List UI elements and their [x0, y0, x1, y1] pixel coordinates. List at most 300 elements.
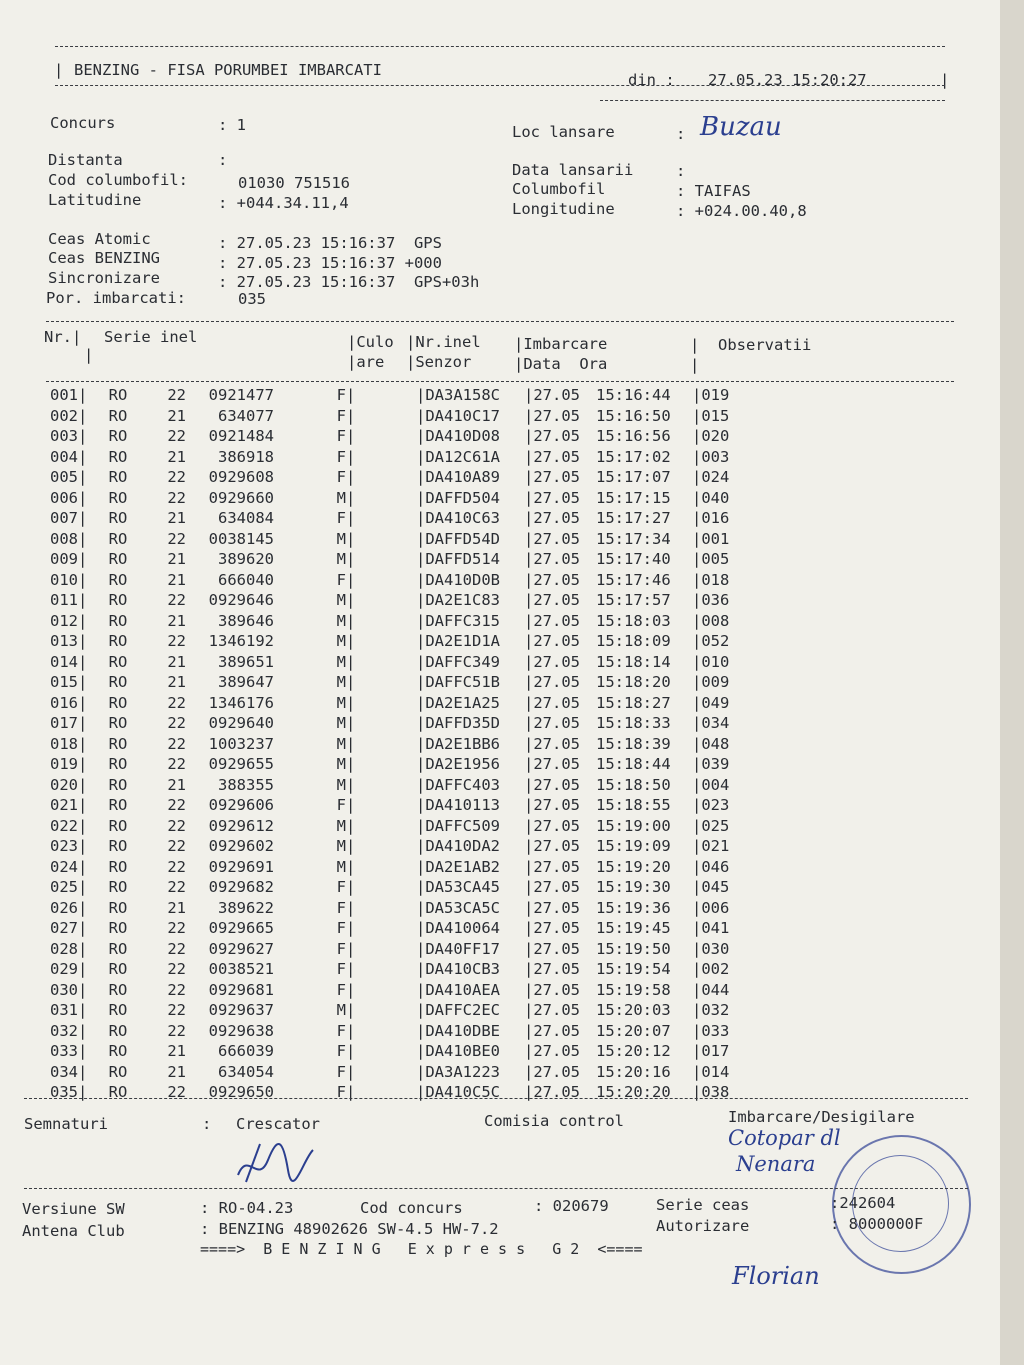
ring-year: 21: [167, 898, 186, 917]
table-row: [40, 1041, 732, 1062]
table-row: [40, 1021, 732, 1042]
row-separator: |: [346, 693, 356, 712]
ring-number: 388355: [218, 775, 274, 794]
row-separator: |: [346, 652, 356, 671]
embark-time: 15:18:55: [596, 796, 671, 815]
row-number: 023: [50, 837, 78, 856]
observatii: |019: [692, 386, 730, 405]
sex: F: [336, 406, 346, 425]
embark-time: 15:17:15: [596, 488, 671, 507]
ring-country: RO: [108, 447, 128, 466]
handwritten-note-line1: Cotopar dl: [728, 1126, 841, 1150]
ring-country: RO: [108, 796, 128, 815]
embark-time: 15:19:00: [596, 816, 671, 835]
sensor-tag: |DA410C5C: [416, 1083, 500, 1102]
row-separator: |: [346, 816, 356, 835]
semnaturi-colon: :: [202, 1115, 212, 1133]
sex: F: [336, 1021, 346, 1040]
ring-number: 0929650: [208, 1083, 274, 1102]
color-empty: [358, 795, 416, 816]
footer-rule: [24, 1188, 968, 1189]
row-separator: |: [78, 386, 88, 405]
sensor-tag: |DA53CA45: [416, 878, 500, 897]
color-empty: [358, 426, 416, 447]
sex: M: [336, 714, 346, 733]
ring-year: 21: [167, 550, 186, 569]
observatii: |005: [692, 550, 730, 569]
ring-year: 21: [167, 1042, 186, 1061]
sex: F: [336, 468, 346, 487]
observatii: |016: [692, 509, 730, 528]
color-empty: [358, 693, 416, 714]
ceas-atomic-value: : 27.05.23 15:16:37 GPS: [218, 234, 442, 252]
ring-year: 22: [167, 796, 186, 815]
embark-date: |27.05: [524, 488, 580, 507]
sensor-tag: |DA410A89: [416, 468, 500, 487]
embark-date: |27.05: [524, 529, 580, 548]
ring-year: 21: [167, 406, 186, 425]
observatii: |030: [692, 939, 730, 958]
row-separator: |: [78, 755, 88, 774]
ring-number: 389647: [218, 673, 274, 692]
ring-number: 0929691: [208, 857, 274, 876]
embark-time: 15:16:50: [596, 406, 671, 425]
embark-date: |27.05: [524, 509, 580, 528]
row-separator: |: [78, 468, 88, 487]
embark-time: 15:19:45: [596, 919, 671, 938]
embark-date: |27.05: [524, 693, 580, 712]
embark-date: |27.05: [524, 591, 580, 610]
table-row: [40, 836, 732, 857]
ring-year: 21: [167, 509, 186, 528]
ring-year: 21: [167, 1062, 186, 1081]
observatii: |020: [692, 427, 730, 446]
sex: F: [336, 898, 346, 917]
loc-lansare-colon: :: [676, 125, 686, 143]
observatii: |018: [692, 570, 730, 589]
embark-date: |27.05: [524, 673, 580, 692]
longitudine-value: : +024.00.40,8: [676, 202, 807, 220]
table-row: [40, 590, 732, 611]
color-empty: [358, 918, 416, 939]
table-row: [40, 898, 732, 919]
embark-time: 15:18:39: [596, 734, 671, 753]
sensor-tag: |DAFFC315: [416, 611, 500, 630]
observatii: |024: [692, 468, 730, 487]
versiune-sw-label: Versiune SW: [22, 1200, 125, 1218]
row-separator: |: [346, 488, 356, 507]
ring-country: RO: [108, 611, 128, 630]
ring-year: 22: [167, 960, 186, 979]
sensor-tag: |DA410DBE: [416, 1021, 500, 1040]
observatii: |032: [692, 1001, 730, 1020]
embark-date: |27.05: [524, 1021, 580, 1040]
row-separator: |: [78, 693, 88, 712]
row-number: 003: [50, 427, 78, 446]
ring-year: 21: [167, 447, 186, 466]
table-row: [40, 631, 732, 652]
ring-country: RO: [108, 673, 128, 692]
antena-club-label: Antena Club: [22, 1222, 125, 1240]
sex: M: [336, 693, 346, 712]
table-row: [40, 1062, 732, 1083]
row-separator: |: [78, 570, 88, 589]
embark-date: |27.05: [524, 755, 580, 774]
ring-year: 22: [167, 755, 186, 774]
sex: F: [336, 509, 346, 528]
row-number: 013: [50, 632, 78, 651]
embark-time: 15:18:09: [596, 632, 671, 651]
embark-date: |27.05: [524, 1083, 580, 1102]
table-row: [40, 918, 732, 939]
crescator-signature: [228, 1130, 318, 1190]
row-number: 018: [50, 734, 78, 753]
embark-time: 15:20:16: [596, 1062, 671, 1081]
row-separator: |: [346, 1021, 356, 1040]
ring-country: RO: [108, 939, 128, 958]
color-empty: [358, 488, 416, 509]
color-empty: [358, 590, 416, 611]
ring-year: 22: [167, 919, 186, 938]
row-separator: |: [346, 1062, 356, 1081]
embark-date: |27.05: [524, 878, 580, 897]
ring-number: 634054: [218, 1062, 274, 1081]
row-number: 029: [50, 960, 78, 979]
row-number: 025: [50, 878, 78, 897]
embark-time: 15:16:56: [596, 427, 671, 446]
row-number: 016: [50, 693, 78, 712]
row-number: 008: [50, 529, 78, 548]
row-separator: |: [346, 734, 356, 753]
row-number: 011: [50, 591, 78, 610]
col-header-imbarcare-2: |Data Ora: [514, 355, 608, 373]
table-row: [40, 488, 732, 509]
observatii: |034: [692, 714, 730, 733]
color-empty: [358, 1021, 416, 1042]
observatii: |017: [692, 1042, 730, 1061]
sex: F: [336, 960, 346, 979]
row-separator: |: [78, 591, 88, 610]
observatii: |038: [692, 1083, 730, 1102]
color-empty: [358, 898, 416, 919]
sensor-tag: |DAFFC349: [416, 652, 500, 671]
embark-time: 15:17:34: [596, 529, 671, 548]
sensor-tag: |DA410D08: [416, 427, 500, 446]
sensor-tag: |DA410064: [416, 919, 500, 938]
ring-year: 22: [167, 1001, 186, 1020]
sex: F: [336, 796, 346, 815]
sex: F: [336, 1062, 346, 1081]
row-separator: |: [346, 427, 356, 446]
ring-year: 22: [167, 529, 186, 548]
ring-country: RO: [108, 755, 128, 774]
color-empty: [358, 570, 416, 591]
embark-time: 15:20:12: [596, 1042, 671, 1061]
color-empty: [358, 734, 416, 755]
ring-country: RO: [108, 1062, 128, 1081]
longitudine-label: Longitudine: [512, 200, 615, 218]
loc-lansare-handwritten: Buzau: [700, 112, 782, 142]
table-row: [40, 857, 732, 878]
sensor-tag: |DA40FF17: [416, 939, 500, 958]
sensor-tag: |DA3A158C: [416, 386, 500, 405]
ring-country: RO: [108, 1042, 128, 1061]
row-number: 002: [50, 406, 78, 425]
ring-number: 1346176: [208, 693, 274, 712]
row-number: 032: [50, 1021, 78, 1040]
header-left-bar: |: [54, 61, 64, 79]
color-empty: [358, 631, 416, 652]
row-separator: |: [78, 714, 88, 733]
sensor-tag: |DA53CA5C: [416, 898, 500, 917]
embark-time: 15:19:50: [596, 939, 671, 958]
table-row: [40, 570, 732, 591]
embark-time: 15:17:57: [596, 591, 671, 610]
ring-number: 0929637: [208, 1001, 274, 1020]
embark-date: |27.05: [524, 386, 580, 405]
embark-time: 15:19:54: [596, 960, 671, 979]
data-lansarii-label: Data lansarii: [512, 161, 634, 179]
color-empty: [358, 611, 416, 632]
ring-number: 386918: [218, 447, 274, 466]
embark-time: 15:18:14: [596, 652, 671, 671]
ring-year: 22: [167, 386, 186, 405]
header-mid-rule: [55, 85, 945, 86]
embark-date: |27.05: [524, 468, 580, 487]
table-top-rule: [46, 321, 954, 322]
cod-concurs-value: : 020679: [534, 1197, 609, 1215]
row-separator: |: [346, 386, 356, 405]
row-number: 007: [50, 509, 78, 528]
latitudine-label: Latitudine: [48, 191, 142, 209]
imbarcare-desigilare-label: Imbarcare/Desigilare: [728, 1108, 915, 1126]
observatii: |023: [692, 796, 730, 815]
table-row: [40, 775, 732, 796]
ring-number: 0929655: [208, 755, 274, 774]
row-separator: |: [78, 427, 88, 446]
embark-time: 15:17:07: [596, 468, 671, 487]
embark-date: |27.05: [524, 570, 580, 589]
sensor-tag: |DAFFC2EC: [416, 1001, 500, 1020]
embark-time: 15:18:20: [596, 673, 671, 692]
table-row: [40, 447, 732, 468]
embark-date: |27.05: [524, 714, 580, 733]
ring-year: 22: [167, 714, 186, 733]
sex: F: [336, 878, 346, 897]
embark-time: 15:19:36: [596, 898, 671, 917]
col-header-imbarcare-1: |Imbarcare: [514, 335, 608, 353]
col-header-observatii: | Observatii: [690, 336, 812, 354]
color-empty: [358, 836, 416, 857]
observatii: |049: [692, 693, 730, 712]
sex: M: [336, 652, 346, 671]
embark-time: 15:18:50: [596, 775, 671, 794]
ring-number: 0929612: [208, 816, 274, 835]
sex: F: [336, 427, 346, 446]
embark-date: |27.05: [524, 1042, 580, 1061]
embark-time: 15:19:58: [596, 980, 671, 999]
row-number: 021: [50, 796, 78, 815]
distanta-value: :: [218, 151, 228, 169]
row-separator: |: [346, 570, 356, 589]
color-empty: [358, 1000, 416, 1021]
sex: M: [336, 837, 346, 856]
ring-country: RO: [108, 878, 128, 897]
row-separator: |: [78, 632, 88, 651]
table-row: [40, 1000, 732, 1021]
row-separator: |: [346, 837, 356, 856]
col-header-nr-inel-2: |Senzor: [406, 353, 472, 371]
ring-country: RO: [108, 652, 128, 671]
embark-date: |27.05: [524, 632, 580, 651]
loc-lansare-label: Loc lansare: [512, 123, 615, 141]
row-separator: |: [78, 960, 88, 979]
row-separator: |: [346, 960, 356, 979]
handwritten-note-line2: Nenara: [736, 1152, 816, 1176]
ring-year: 21: [167, 611, 186, 630]
sex: M: [336, 591, 346, 610]
row-separator: |: [346, 878, 356, 897]
row-separator: |: [346, 1001, 356, 1020]
sensor-tag: |DA410113: [416, 796, 500, 815]
color-empty: [358, 713, 416, 734]
observatii: |008: [692, 611, 730, 630]
row-separator: |: [346, 980, 356, 999]
sex: M: [336, 734, 346, 753]
sex: M: [336, 550, 346, 569]
table-row: [40, 754, 732, 775]
row-separator: |: [346, 796, 356, 815]
versiune-sw-value: : RO-04.23: [200, 1199, 294, 1217]
latitudine-value: : +044.34.11,4: [218, 194, 349, 212]
observatii: |041: [692, 919, 730, 938]
ring-country: RO: [108, 488, 128, 507]
ring-year: 22: [167, 1083, 186, 1102]
observatii: |004: [692, 775, 730, 794]
sensor-tag: |DA410DA2: [416, 837, 500, 856]
row-number: 014: [50, 652, 78, 671]
embark-date: |27.05: [524, 406, 580, 425]
table-row: [40, 959, 732, 980]
col-header-nr-bar: |: [84, 346, 94, 364]
embark-time: 15:20:07: [596, 1021, 671, 1040]
columbofil-label: Columbofil: [512, 180, 606, 198]
embark-time: 15:19:20: [596, 857, 671, 876]
row-separator: |: [346, 1042, 356, 1061]
row-separator: |: [78, 652, 88, 671]
ring-number: 0929646: [208, 591, 274, 610]
row-number: 026: [50, 898, 78, 917]
embark-time: 15:17:27: [596, 509, 671, 528]
ring-number: 634077: [218, 406, 274, 425]
ring-number: 389620: [218, 550, 274, 569]
semnaturi-label: Semnaturi: [24, 1115, 108, 1133]
embark-time: 15:17:46: [596, 570, 671, 589]
ring-year: 22: [167, 427, 186, 446]
row-separator: |: [78, 509, 88, 528]
embark-date: |27.05: [524, 837, 580, 856]
embark-date: |27.05: [524, 857, 580, 876]
table-row: [40, 795, 732, 816]
sex: M: [336, 1001, 346, 1020]
ring-country: RO: [108, 775, 128, 794]
cod-columbofil-value: 01030 751516: [238, 174, 350, 192]
row-number: 030: [50, 980, 78, 999]
ring-year: 22: [167, 857, 186, 876]
embark-time: 15:18:44: [596, 755, 671, 774]
color-empty: [358, 775, 416, 796]
sensor-tag: |DA410BE0: [416, 1042, 500, 1061]
row-number: 033: [50, 1042, 78, 1061]
ring-year: 22: [167, 693, 186, 712]
embark-date: |27.05: [524, 898, 580, 917]
sensor-tag: |DA2E1BB6: [416, 734, 500, 753]
embark-time: 15:19:30: [596, 878, 671, 897]
sincronizare-value: : 27.05.23 15:16:37 GPS+03h: [218, 273, 480, 291]
color-empty: [358, 672, 416, 693]
embark-time: 15:19:09: [596, 837, 671, 856]
ring-country: RO: [108, 591, 128, 610]
row-separator: |: [346, 406, 356, 425]
sex: M: [336, 673, 346, 692]
color-empty: [358, 406, 416, 427]
observatii: |052: [692, 632, 730, 651]
table-row: [40, 426, 732, 447]
row-separator: |: [346, 898, 356, 917]
embark-time: 15:16:44: [596, 386, 671, 405]
ring-country: RO: [108, 1021, 128, 1040]
porumbei-imbarcati-value: 035: [238, 290, 266, 308]
observatii: |009: [692, 673, 730, 692]
table-row: [40, 406, 732, 427]
ring-year: 22: [167, 468, 186, 487]
ceas-benzing-value: : 27.05.23 15:16:37 +000: [218, 254, 442, 272]
sex: M: [336, 755, 346, 774]
row-separator: |: [78, 816, 88, 835]
color-empty: [358, 959, 416, 980]
observatii: |036: [692, 591, 730, 610]
table-row: [40, 672, 732, 693]
cod-columbofil-label: Cod columbofil:: [48, 171, 188, 189]
ring-number: 634084: [218, 509, 274, 528]
observatii: |033: [692, 1021, 730, 1040]
sensor-tag: |DAFFC509: [416, 816, 500, 835]
ring-year: 22: [167, 591, 186, 610]
sensor-tag: |DA12C61A: [416, 447, 500, 466]
date-label: din :: [628, 71, 675, 89]
sensor-tag: |DA2E1A25: [416, 693, 500, 712]
color-empty: [358, 754, 416, 775]
ring-country: RO: [108, 468, 128, 487]
row-number: 022: [50, 816, 78, 835]
color-empty: [358, 467, 416, 488]
ring-country: RO: [108, 714, 128, 733]
adjacent-paper-edge: [1000, 0, 1024, 1365]
sex: F: [336, 919, 346, 938]
ring-country: RO: [108, 1083, 128, 1102]
table-row: [40, 693, 732, 714]
row-separator: |: [78, 796, 88, 815]
row-separator: |: [78, 1001, 88, 1020]
ring-year: 22: [167, 837, 186, 856]
sincronizare-label: Sincronizare: [48, 269, 160, 287]
sensor-tag: |DA2E1D1A: [416, 632, 500, 651]
sensor-tag: |DA410AEA: [416, 980, 500, 999]
row-separator: |: [346, 468, 356, 487]
ring-country: RO: [108, 427, 128, 446]
ring-country: RO: [108, 1001, 128, 1020]
concurs-label: Concurs: [50, 114, 116, 132]
